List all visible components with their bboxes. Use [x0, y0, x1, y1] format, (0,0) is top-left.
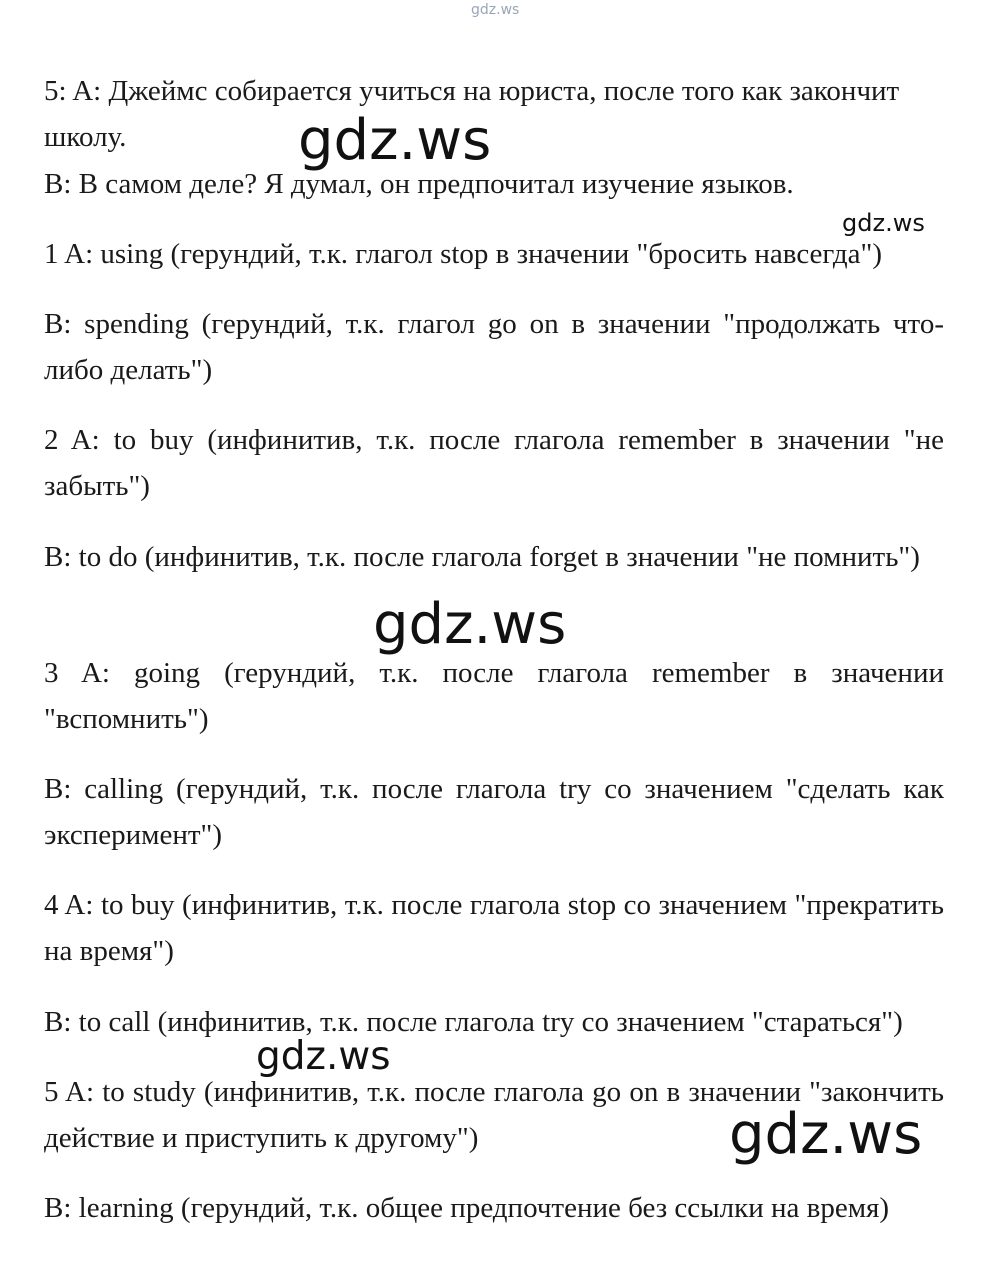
paragraph-answer-1b: B: spending (герундий, т.к. глагол go on в значении "продолжать что-либо делать"): [44, 308, 944, 386]
paragraph-answer-3a: 3 A: going (герундий, т.к. после глагола remember в значении "вспомнить"): [44, 657, 944, 735]
paragraph-answer-3b: B: calling (герундий, т.к. после глагола try со значением "сделать как эксперимент"): [44, 773, 944, 851]
watermark-5: gdz.ws: [729, 1102, 923, 1167]
paragraph-answer-2b: B: to do (инфинитив, т.к. после глагола forget в значении "не помнить"): [44, 541, 920, 573]
watermark-1: gdz.ws: [298, 108, 492, 173]
paragraph-dialogue-b: B: В самом деле? Я думал, он предпочитал изучение языков.: [44, 168, 794, 200]
paragraph-answer-2a: 2 A: to buy (инфинитив, т.к. после глагола remember в значении "не забыть"): [44, 424, 944, 502]
paragraph-answer-4b: B: to call (инфинитив, т.к. после глагола try со значением "стараться"): [44, 1006, 903, 1038]
paragraph-answer-1a: 1 A: using (герундий, т.к. глагол stop в значении "бросить навсегда"): [44, 238, 882, 270]
watermark-3: gdz.ws: [373, 592, 567, 657]
paragraph-dialogue-a: 5: A: Джеймс собирается учиться на юриста, после того как закончит школу.: [44, 75, 900, 153]
paragraph-answer-5b: B: learning (герундий, т.к. общее предпочтение без ссылки на время): [44, 1192, 890, 1224]
watermark-4: gdz.ws: [256, 1034, 391, 1079]
paragraph-answer-4a: 4 A: to buy (инфинитив, т.к. после глагола stop со значением "прекратить на время"): [44, 889, 944, 967]
paragraph-answer-5a: 5 A: to study (инфинитив, т.к. после глагола go on в значении "закончить действие и приступить к другому"): [44, 1076, 944, 1154]
watermark-top[interactable]: gdz.ws: [471, 2, 520, 18]
watermark-2: gdz.ws: [842, 209, 925, 237]
